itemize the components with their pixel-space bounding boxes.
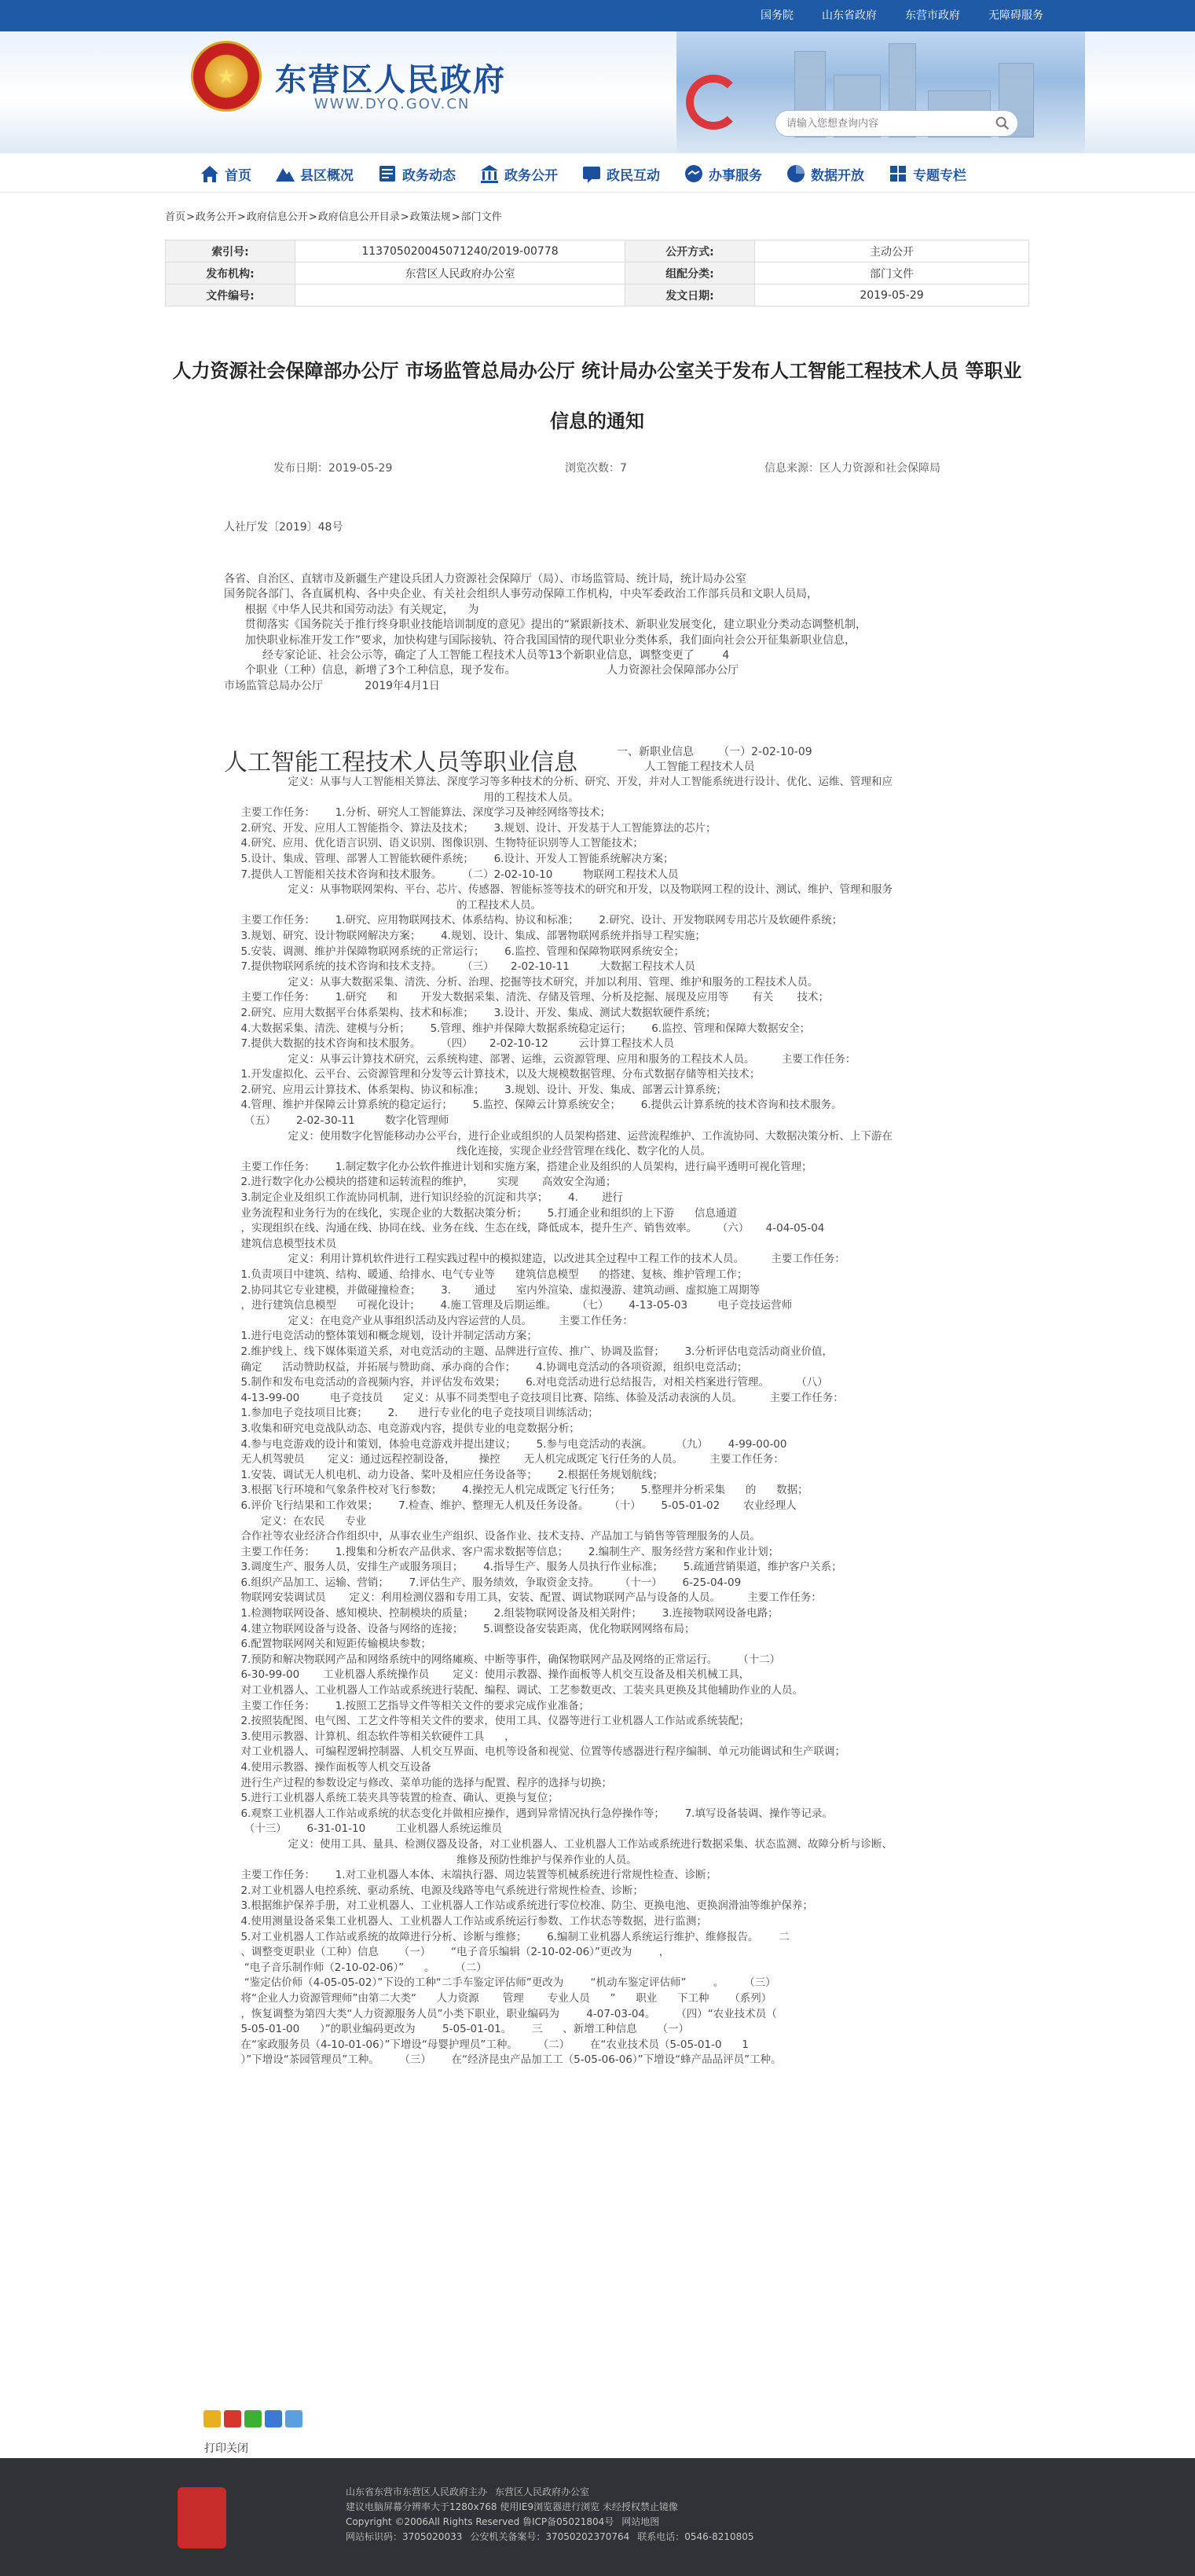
nav-item-open-data[interactable] <box>773 160 875 188</box>
footer-sponsor: 山东省东营市东营区人民政府主办 <box>346 2486 488 2497</box>
site-banner <box>0 31 1195 153</box>
nav-item-label: 数据开放 <box>811 167 864 184</box>
footer-browser-note: 建议电脑屏幕分辨率大于1280x768 使用IE9浏览器进行浏览 未经授权禁止镜像 <box>346 2501 678 2512</box>
pie-chart-icon <box>784 162 808 185</box>
nav-item-overview[interactable] <box>262 160 365 188</box>
top-link-bar <box>0 0 1195 31</box>
print-link[interactable]: 打印 <box>204 2442 226 2455</box>
nav-item-special-topics[interactable] <box>875 160 977 188</box>
table-row <box>166 262 1029 284</box>
document-number: 人社厅发〔2019〕48号 <box>224 521 343 534</box>
site-url: WWW.DYQ.GOV.CN <box>314 96 471 112</box>
breadcrumb-item[interactable]: 政府信息公开 <box>246 211 308 223</box>
nav-item-interaction[interactable] <box>569 160 671 188</box>
city-logo-icon <box>686 75 741 130</box>
print-close-links <box>204 2440 248 2456</box>
meta-value: 东营区人民政府办公室 <box>295 262 625 284</box>
interaction-icon <box>580 162 603 185</box>
mountain-icon <box>273 162 297 185</box>
footer-phone: 联系电话：0546-8210805 <box>637 2531 754 2542</box>
meta-label: 公开方式: <box>625 240 755 262</box>
share-qzone-icon[interactable] <box>203 2410 221 2427</box>
home-icon <box>198 162 222 185</box>
document-metadata-table <box>165 240 1029 306</box>
nav-item-open-government[interactable] <box>467 160 569 188</box>
meta-label: 发布机构: <box>166 262 295 284</box>
nav-item-home[interactable] <box>187 160 262 188</box>
share-more-icon[interactable] <box>285 2410 302 2427</box>
nav-item-label: 办事服务 <box>709 167 762 184</box>
nav-item-label: 政务公开 <box>504 167 558 184</box>
meta-label: 发文日期: <box>625 284 755 306</box>
close-link[interactable]: 关闭 <box>226 2442 248 2455</box>
meta-value: 主动公开 <box>755 240 1029 262</box>
section-heading: 人工智能工程技术人员等职业信息 <box>224 749 577 776</box>
party-government-badge-icon[interactable] <box>178 2487 226 2548</box>
nav-item-label: 政民互动 <box>607 167 660 184</box>
top-link-accessibility[interactable]: 无障碍服务 <box>988 9 1043 22</box>
breadcrumb-item[interactable]: 政府信息公开目录 <box>317 211 400 223</box>
document-body-content: 定义：从事与人工智能相关算法、深度学习等多种技术的分析、研究、开发，并对人工智能系统进行设计、优化、运维、管理和应 用的工程技术人员。 主要工作任务： 1.分析、研究人工智能算法、深度学习及神经网络等技术； 2.研究、开发、应用人工智能指令、算法及技术； 3.规划、设计、开发基于人工智能算法的芯片； 4.研究、应用、优化语言识别、语义识别、图像识别、生物特征识别等人工智能技术； 5.设计、集成、管理、部署人工智能软硬件系统； 6.设计、开发人工智能系统解决方案； 7.提供人工智能相关技术咨询和技术服务。 （二）2-02-10-10 物联网工程技术人员 定义：从事物联网架构、平台、芯片、传感器、智能标签等技术的研究和开发，以及物联网工程的设计、测试、维护、管理和服务 的工程技术人员。 主要工作任务： 1.研究、应用物联网技术、体系结构、协议和标准； 2.研究、设计、开发物联网专用芯片及软硬件系统； 3.规划、研究、设计物联网解决方案； 4.规划、设计、集成、部署物联网系统并指导工程实施； 5.安装、调测、维护并保障物联网系统的正常运行； 6.监控、管理和保障物联网系统安全； 7.提供物联网系统的技术咨询和技术支持。 （三） 2-02-10-11 大数据工程技术人员 定义：从事大数据采集、清洗、分析、治理、挖掘等技术研究，并加以利用、管理、维护和服务的工程技术人员。 主要工作任务： 1.研究 和 开发大数据采集、清洗、存储及管理、分析及挖掘、展现及应用等 有关 技术； 2.研究、应用大数据平台体系架构、技术和标准； 3.设计、开发、集成、测试大数据软硬件系统； 4.大数据采集、清洗、建模与分析； 5.管理、维护并保障大数据系统稳定运行； 6.监控、管理和保障大数据安全； 7.提供大数据的技术咨询和技术服务。 （四） 2-02-10-12 云计算工程技术人员 定义：从事云计算技术研究，云系统构建、部署、运维，云资源管理、应用和服务的工程技术人员。 主要工作任务： 1.开发虚拟化、云平台、云资源管理和分发等云计算技术，以及大规模数据管理、分布式数据存储等相关技术； 2.研究、应用云计算技术、体系架构、协议和标准； 3.规划、设计、开发、集成、部署云计算系统； 4.管理、维护并保障云计算系统的稳定运行； 5.监控、保障云计算系统安全； 6.提供云计算系统的技术咨询和技术服务。 （五） 2-02-30-11 数字化管理师 定义：使用数字化智能移动办公平台，进行企业或组织的人员架构搭建、运营流程维护、工作流协同、大数据决策分析、上下游在 线化连接，实现企业经营管理在线化、数字化的人员。 主要工作任务： 1.制定数字化办公软件推进计划和实施方案，搭建企业及组织的人员架构，进行扁平透明可视化管理； 2.进行数字化办公模块的搭建和运转流程的维护， 实现 高效安全沟通； 3.制定企业及组织工作流协同机制，进行知识经验的沉淀和共享； 4. 进行 业务流程和业务行为的在线化，实现企业的大数据决策分析； 5.打通企业和组织的上下游 信息通道 ，实现组织在线、沟通在线、协同在线、业务在线、生态在线，降低成本，提升生产、销售效率。 （六） 4-04-05-04 建筑信息模型技术员 定义：利用计算机软件进行工程实践过程中的模拟建造，以改进其全过程中工程工作的技术人员。 主要工作任务： 1.负责项目中建筑、结构、暖通、给排水、电气专业等 建筑信息模型 的搭建、复核、维护管理工作； 2.协同其它专业建模，并做碰撞检查； 3. 通过 室内外渲染、虚拟漫游、建筑动画、虚拟施工周期等 ，进行建筑信息模型 可视化设计； 4.施工管理及后期运维。 （七） 4-13-05-03 电子竞技运营师 定义：在电竞产业从事组织活动及内容运营的人员。 主要工作任务： 1.进行电竞活动的整体策划和概念规划，设计并制定活动方案； 2.维护线上、线下媒体渠道关系，对电竞活动的主题、品牌进行宣传、推广、协调及监督； 3.分析评估电竞活动商业价值， 确定 活动赞助权益，并拓展与赞助商、承办商的合作； 4.协调电竞活动的各项资源，组织电竞活动； 5.制作和发布电竞活动的音视频内容，并评估发布效果； 6.对电竞活动进行总结报告，对相关档案进行管理。 （八） 4-13-99-00 电子竞技员 定义：从事不同类型电子竞技项目比赛、陪练、体验及活动表演的人员。 主要工作任务： 1.参加电子竞技项目比赛； 2. 进行专业化的电子竞技项目训练活动； 3.收集和研究电竞战队动态、电竞游戏内容，提供专业的电竞数据分析； 4.参与电竞游戏的设计和策划，体验电竞游戏并提出建议； 5.参与电竞活动的表演。 （九） 4-99-00-00 无人机驾驶员 定义：通过远程控制设备， 操控 无人机完成既定飞行任务的人员。 主要工作任务： 1.安装、调试无人机电机、动力设备、桨叶及相应任务设备等； 2.根据任务规划航线； 3.根据飞行环境和气象条件校对飞行参数； 4.操控无人机完成既定飞行任务； 5.整理并分析采集 的 数据； 6.评价飞行结果和工作效果； 7.检查、维护、整理无人机及任务设备。 （十） 5-05-01-02 农业经理人 定义：在农民 专业 合作社等农业经济合作组织中，从事农业生产组织、设备作业、技术支持、产品加工与销售等管理服务的人员。 主要工作任务： 1.搜集和分析农产品供求、客户需求数据等信息； 2.编制生产、服务经营方案和作业计划； 3.调度生产、服务人员，安排生产或服务项目； 4.指导生产、服务人员执行作业标准； 5.疏通营销渠道，维护客户关系； 6.组织产品加工、运输、营销； 7.评估生产、服务绩效，争取资金支持。 （十一） 6-25-04-09 物联网安装调试员 定义：利用检测仪器和专用工具，安装、配置、调试物联网产品与设备的人员。 主要工作任务： 1.检测物联网设备、感知模块、控制模块的质量； 2.组装物联网设备及相关附件； 3.连接物联网设备电路； 4.建立物联网设备与设备、设备与网络的连接； 5.调整设备安装距离，优化物联网网络布局； 6.配置物联网网关和短距传输模块参数； 7.预防和解决物联网产品和网络系统中的网络瘫痪、中断等事件，确保物联网产品及网络的正常运行。 （十二） 6-30-99-00 工业机器人系统操作员 定义：使用示教器、操作面板等人机交互设备及相关机械工具， 对工业机器人、工业机器人工作站或系统进行装配、编程、调试、工艺参数更改、工装夹具更换及其他辅助作业的人员。 主要工作任务： 1.按照工艺指导文件等相关文件的要求完成作业准备； 2.按照装配图、电气图、工艺文件等相关文件的要求，使用工具、仪器等进行工业机器人工作站或系统装配； 3.使用示教器、计算机、组态软件等相关软硬件工具 ， 对工业机器人、可编程逻辑控制器、人机交互界面、电机等设备和视觉、位置等传感器进行程序编制、单元功能调试和生产联调； 4.使用示教器、操作面板等人机交互设备 进行生产过程的参数设定与修改、菜单功能的选择与配置、程序的选择与切换； 5.进行工业机器人系统工装夹具等装置的检查、确认、更换与复位； 6.观察工业机器人工作站或系统的状态变化并做相应操作，遇到异常情况执行急停操作等； 7.填写设备装调、操作等记录。 （十三） 6-31-01-10 工业机器人系统运维员 定义：使用工具、量具、检测仪器及设备，对工业机器人、工业机器人工作站或系统进行数据采集、状态监测、故障分析与诊断、 维修及预防性维护与保养作业的人员。 主要工作任务： 1.对工业机器人本体、末端执行器、周边装置等机械系统进行常规性检查、诊断； 2.对工业机器人电控系统、驱动系统、电源及线路等电气系统进行常规性检查、诊断； 3.根据维护保养手册，对工业机器人、工业机器人工作站或系统进行零位校准、防尘、更换电池、更换润滑油等维护保养； 4.使用测量设备采集工业机器人、工业机器人工作站或系统运行参数、工作状态等数据，进行监测； 5.对工业机器人工作站或系统的故障进行分析、诊断与维修； 6.编制工业机器人系统运行维护、维修报告。 二 、调整变更职业（工种）信息 （一） “电子音乐编辑（2-10-02-06）”更改为 ， “电子音乐制作师（2-10-02-06）” 。 （二） “鉴定估价师（4-05-05-02）”下设的工种“二手车鉴定评估师”更改为 “机动车鉴定评估师” 。 （三） 将“企业人力资源管理师”由第二大类“ 人力资源 管理 专业人员 ” 职业 下工种 （系列） ，恢复调整为第四大类“人力资源服务人员”小类下职业，职业编码为 4-07-03-04。 （四）“农业技术员（ 5-05-01-00 ）”的职业编码更改为 5-05-01-01。 三 、新增工种信息 （一） 在“家政服务员（4-10-01-06）”下增设“母婴护理员”工种。 （二） 在“农业技术员（5-05-01-0 1 ）”下增设“茶园管理员”工种。 （三） 在“经济昆虫产品加工工（5-05-06-06）”下增设“蜂产品品评员”工种。 <box>240 776 893 2067</box>
share-weibo-icon[interactable] <box>224 2410 241 2427</box>
meta-value <box>295 284 625 306</box>
view-count: 浏览次数：7 <box>565 462 627 475</box>
nav-item-news[interactable] <box>365 160 467 188</box>
section-side-note: 一、新职业信息 （一）2-02-10-09 人工智能工程技术人员 <box>617 746 812 774</box>
document-body-intro: 各省、自治区、直辖市及新疆生产建设兵团人力资源社会保障厅（局）、市场监管局、统计局，统计局办公室 国务院各部门、各直属机构、各中央企业、有关社会组织人事劳动保障工作机构，中央军委政治工作部兵员和文职人员局， 根据《中华人民共和国劳动法》有关规定， 为 贯彻落实《国务院关于推行终身职业技能培训制度的意见》提出的“紧跟新技术、新职业发展变化，建立职业分类动态调整机制， 加快职业标准开发工作”要求，加快构建与国际接轨、符合我国国情的现代职业分类体系，我们面向社会公开征集新职业信息， 经专家论证、社会公示等，确定了人工智能工程技术人员等13个新职业信息，调整变更了 4 个职业（工种）信息，新增了3个工种信息，现予发布。 人力资源社会保障部办公厅 市场监管总局办公厅 2019年4月1日 <box>224 573 867 692</box>
news-icon <box>376 162 399 185</box>
meta-value: 11370502004507124​0/2019-00778 <box>295 240 625 262</box>
nav-item-label: 县区概况 <box>300 167 354 184</box>
meta-label: 组配分类: <box>625 262 755 284</box>
meta-value: 2019-05-29 <box>755 284 1029 306</box>
meta-label: 索引号: <box>166 240 295 262</box>
top-link-shandong[interactable]: 山东省政府 <box>822 9 877 22</box>
info-source: 信息来源：区人力资源和社会保障局 <box>764 462 940 475</box>
footer-organizer: 东营区人民政府办公室 <box>495 2486 590 2497</box>
document-title <box>165 346 1029 446</box>
search-icon[interactable] <box>994 115 1011 132</box>
breadcrumb-item[interactable]: 部门文件 <box>460 211 502 223</box>
column-icon <box>886 162 910 185</box>
table-row <box>166 284 1029 306</box>
table-row <box>166 240 1029 262</box>
national-emblem-icon: ★ <box>191 41 262 112</box>
handshake-icon <box>682 162 706 185</box>
footer-sitemap-link[interactable]: 网站地图 <box>621 2516 660 2527</box>
site-title: 东营区人民政府 <box>275 61 506 98</box>
top-link-dongying[interactable]: 东营市政府 <box>905 9 960 22</box>
search-box <box>775 110 1018 137</box>
document-title-line: 人力资源社会保障部办公厅 市场监管总局办公厅 统计局办公室关于发布人工智能工程技术人员 等职业 <box>172 360 1022 382</box>
meta-label: 文件编号: <box>166 284 295 306</box>
footer-police-record: 公安机关备案号：37050202370764 <box>470 2531 630 2542</box>
nav-item-label: 专题专栏 <box>913 167 966 184</box>
main-navigation <box>0 153 1195 193</box>
breadcrumb-item[interactable]: 首页 <box>165 211 186 223</box>
breadcrumb: 首页>政务公开>政府信息公开>政府信息公开目录>政策法规>部门文件 <box>165 211 502 223</box>
breadcrumb-item[interactable]: 政务公开 <box>195 211 236 223</box>
breadcrumb-item[interactable]: 政策法规 <box>409 211 451 223</box>
top-link-state-council[interactable]: 国务院 <box>761 9 794 22</box>
footer-site-id: 网站标识码：3705020033 <box>346 2531 463 2542</box>
document-title-line: 信息的通知 <box>550 410 644 432</box>
site-footer <box>0 2458 1195 2576</box>
share-bar <box>203 2410 302 2427</box>
nav-item-label: 政务动态 <box>402 167 456 184</box>
nav-item-label: 首页 <box>225 167 251 184</box>
footer-copyright: Copyright ©2006All Rights Reserved 鲁ICP备05021804号 <box>346 2516 614 2527</box>
building-icon <box>478 162 501 185</box>
footer-info <box>346 2485 762 2545</box>
meta-value: 部门文件 <box>755 262 1029 284</box>
share-wechat-icon[interactable] <box>244 2410 262 2427</box>
share-renren-icon[interactable] <box>265 2410 282 2427</box>
nav-item-services[interactable] <box>671 160 773 188</box>
publish-date: 发布日期：2019-05-29 <box>273 462 393 475</box>
search-input[interactable] <box>775 111 980 136</box>
